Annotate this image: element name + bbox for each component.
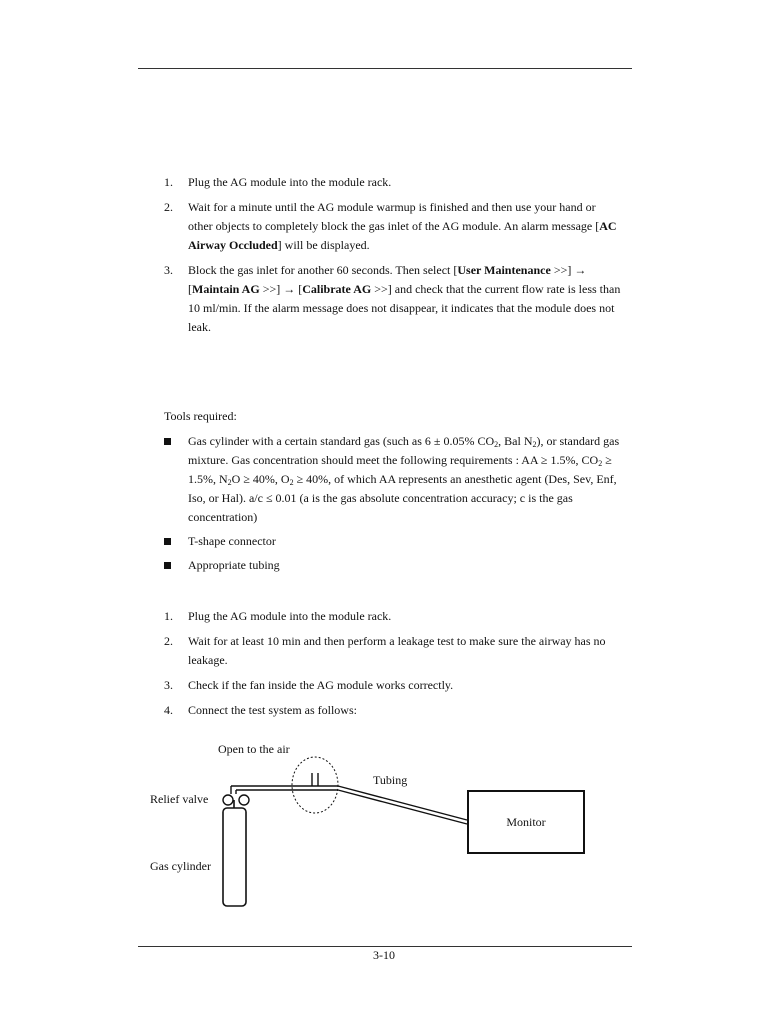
text-run: O ≥ 40%, O xyxy=(231,472,290,486)
bold-text: User Maintenance xyxy=(457,263,551,277)
step-number: 3. xyxy=(164,678,173,692)
text-run: Wait for at least 10 min and then perform a leakage test to make sure the airway has no leakage. xyxy=(188,634,606,667)
step-number: 2. xyxy=(164,634,173,648)
tool-item xyxy=(164,532,622,551)
text-run: Appropriate tubing xyxy=(188,558,280,572)
gas-cylinder-label: Gas cylinder xyxy=(150,859,211,873)
procedure-1-list xyxy=(164,173,622,343)
step-item xyxy=(164,198,622,255)
subscript: 2 xyxy=(494,440,499,449)
step-number: 1. xyxy=(164,609,173,623)
subscript: 2 xyxy=(598,459,603,468)
tubing-bottom xyxy=(338,790,467,824)
tool-text xyxy=(188,558,280,572)
monitor-box xyxy=(467,790,585,854)
tool-item xyxy=(164,556,622,575)
step-number: 2. xyxy=(164,200,173,214)
relief-valve-right xyxy=(239,795,249,805)
header-rule xyxy=(138,68,632,69)
step-text xyxy=(188,175,391,189)
procedure-2-list xyxy=(164,607,622,726)
relief-valve-left xyxy=(223,795,233,805)
square-bullet-icon xyxy=(164,562,171,569)
subscript: 2 xyxy=(289,478,294,487)
step-item xyxy=(164,607,622,626)
text-run: Block the gas inlet for another 60 seconds. Then select [ xyxy=(188,263,458,277)
step-text xyxy=(188,609,391,623)
text-run: Wait for a minute until the AG module warmup is finished and then use your hand or other objects to completely block the gas inlet of the AG module. An alarm message [ xyxy=(188,200,600,233)
text-run: Check if the fan inside the AG module works correctly. xyxy=(188,678,454,692)
text-run: Gas cylinder with a certain standard gas (such as 6 ± 0.05% CO xyxy=(188,434,495,448)
tubing-label: Tubing xyxy=(373,773,408,787)
tools-heading: Tools required: xyxy=(164,409,237,423)
text-run: >>] and check that the current flow rate is less than 10 ml/min. If the alarm message does not disappear, it indicates that the module does not leak. xyxy=(188,282,621,334)
bold-text: Calibrate AG xyxy=(302,282,372,296)
relief-valve-label: Relief valve xyxy=(150,792,209,806)
tubing-top xyxy=(338,786,467,820)
test-system-diagram xyxy=(140,738,546,918)
step-item xyxy=(164,261,622,337)
step-text xyxy=(188,634,606,667)
text-run: Plug the AG module into the module rack. xyxy=(188,175,392,189)
square-bullet-icon xyxy=(164,538,171,545)
text-run: >>] → [ xyxy=(188,263,587,296)
footer-rule xyxy=(138,946,632,947)
tool-text xyxy=(188,534,276,548)
test-system-drawing xyxy=(140,738,480,918)
text-run: ), or standard gas mixture. Gas concentration should meet the following requirements : AA ≥ 1.5%, CO xyxy=(188,434,620,467)
bold-text: Maintain AG xyxy=(192,282,260,296)
monitor-label: Monitor xyxy=(506,814,546,829)
tool-item xyxy=(164,432,622,527)
bold-text: AC Airway Occluded xyxy=(188,219,617,252)
page-number: 3-10 xyxy=(373,948,395,962)
text-run: ≥ 1.5%, N xyxy=(188,453,612,486)
text-run: , Bal N xyxy=(498,434,533,448)
step-item xyxy=(164,632,622,670)
step-number: 1. xyxy=(164,175,173,189)
text-run: Connect the test system as follows: xyxy=(188,703,357,717)
gas-cylinder-shape xyxy=(223,808,246,906)
open-to-air-label: Open to the air xyxy=(218,742,290,756)
text-run: T-shape connector xyxy=(188,534,276,548)
step-number: 4. xyxy=(164,703,173,717)
step-item xyxy=(164,676,622,695)
text-run: Plug the AG module into the module rack. xyxy=(188,609,392,623)
subscript: 2 xyxy=(227,478,232,487)
step-text xyxy=(188,703,357,717)
text-run: ≥ 40%, of which AA represents an anesthetic agent (Des, Sev, Enf, Iso, or Hal). a/c ≤ 0.01 (a is the gas absolute concentration accuracy; c is the gas concentration) xyxy=(188,472,617,524)
square-bullet-icon xyxy=(164,438,171,445)
text-run: >>] → [ xyxy=(259,282,303,296)
subscript: 2 xyxy=(532,440,537,449)
step-text xyxy=(188,200,617,252)
tools-list xyxy=(164,432,622,580)
t-connector-highlight xyxy=(292,757,338,813)
step-item xyxy=(164,173,622,192)
step-item xyxy=(164,701,622,720)
step-number: 3. xyxy=(164,263,173,277)
step-text xyxy=(188,263,620,334)
tool-text xyxy=(188,434,619,524)
text-run: ] will be displayed. xyxy=(277,238,370,252)
step-text xyxy=(188,678,453,692)
